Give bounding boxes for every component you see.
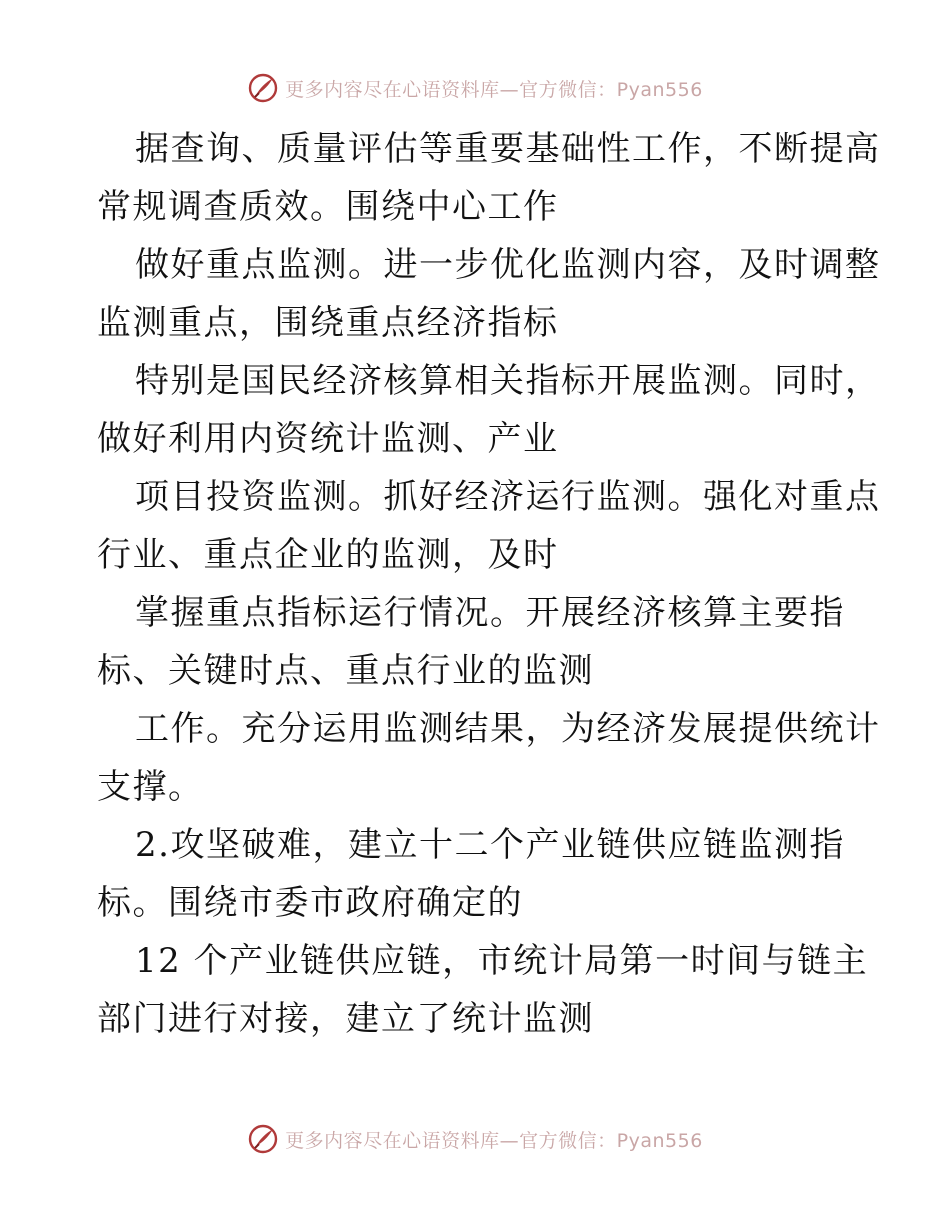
watermark-text: 更多内容尽在心语资料库—官方微信：Pyan556 xyxy=(285,78,703,101)
paragraph xyxy=(97,700,881,816)
paragraph-line: 做好重点监测。进一步优化监测内容，及时调整 xyxy=(135,245,881,285)
feather-pen-circle-icon xyxy=(247,1123,279,1155)
paragraph-line: 行业、重点企业的监测，及时 xyxy=(97,535,559,575)
paragraph-line: 据查询、质量评估等重要基础性工作，不断提高 xyxy=(135,129,881,169)
paragraph xyxy=(97,932,869,1048)
paragraph-line: 标、关键时点、重点行业的监测 xyxy=(97,651,594,691)
document-body xyxy=(97,120,881,1048)
paragraph xyxy=(97,236,881,352)
header-watermark xyxy=(0,72,950,104)
paragraph xyxy=(97,816,857,932)
paragraph xyxy=(97,584,857,700)
paragraph xyxy=(97,352,881,468)
paragraph-line: 2.攻坚破难，建立十二个产业链供应链监测指 xyxy=(135,825,845,865)
paragraph-line: 特别是国民经济核算相关指标开展监测。同时， xyxy=(135,361,881,401)
paragraph-line: 12 个产业链供应链，市统计局第一时间与链主 xyxy=(135,941,869,981)
paragraph-line: 常规调查质效。围绕中心工作 xyxy=(97,187,559,227)
paragraph-line: 监测重点，围绕重点经济指标 xyxy=(97,303,559,343)
paragraph-line: 做好利用内资统计监测、产业 xyxy=(97,419,559,459)
paragraph-line: 掌握重点指标运行情况。开展经济核算主要指 xyxy=(135,593,845,633)
paragraph-line: 标。围绕市委市政府确定的 xyxy=(97,883,523,923)
paragraph-line: 工作。充分运用监测结果，为经济发展提供统计 xyxy=(135,709,881,749)
paragraph-line: 支撑。 xyxy=(97,767,204,807)
feather-pen-circle-icon xyxy=(247,72,279,104)
paragraph-line: 项目投资监测。抓好经济运行监测。强化对重点 xyxy=(135,477,881,517)
footer-watermark xyxy=(0,1123,950,1155)
paragraph xyxy=(97,120,881,236)
paragraph-line: 部门进行对接，建立了统计监测 xyxy=(97,999,594,1039)
watermark-text: 更多内容尽在心语资料库—官方微信：Pyan556 xyxy=(285,1129,703,1152)
paragraph xyxy=(97,468,881,584)
